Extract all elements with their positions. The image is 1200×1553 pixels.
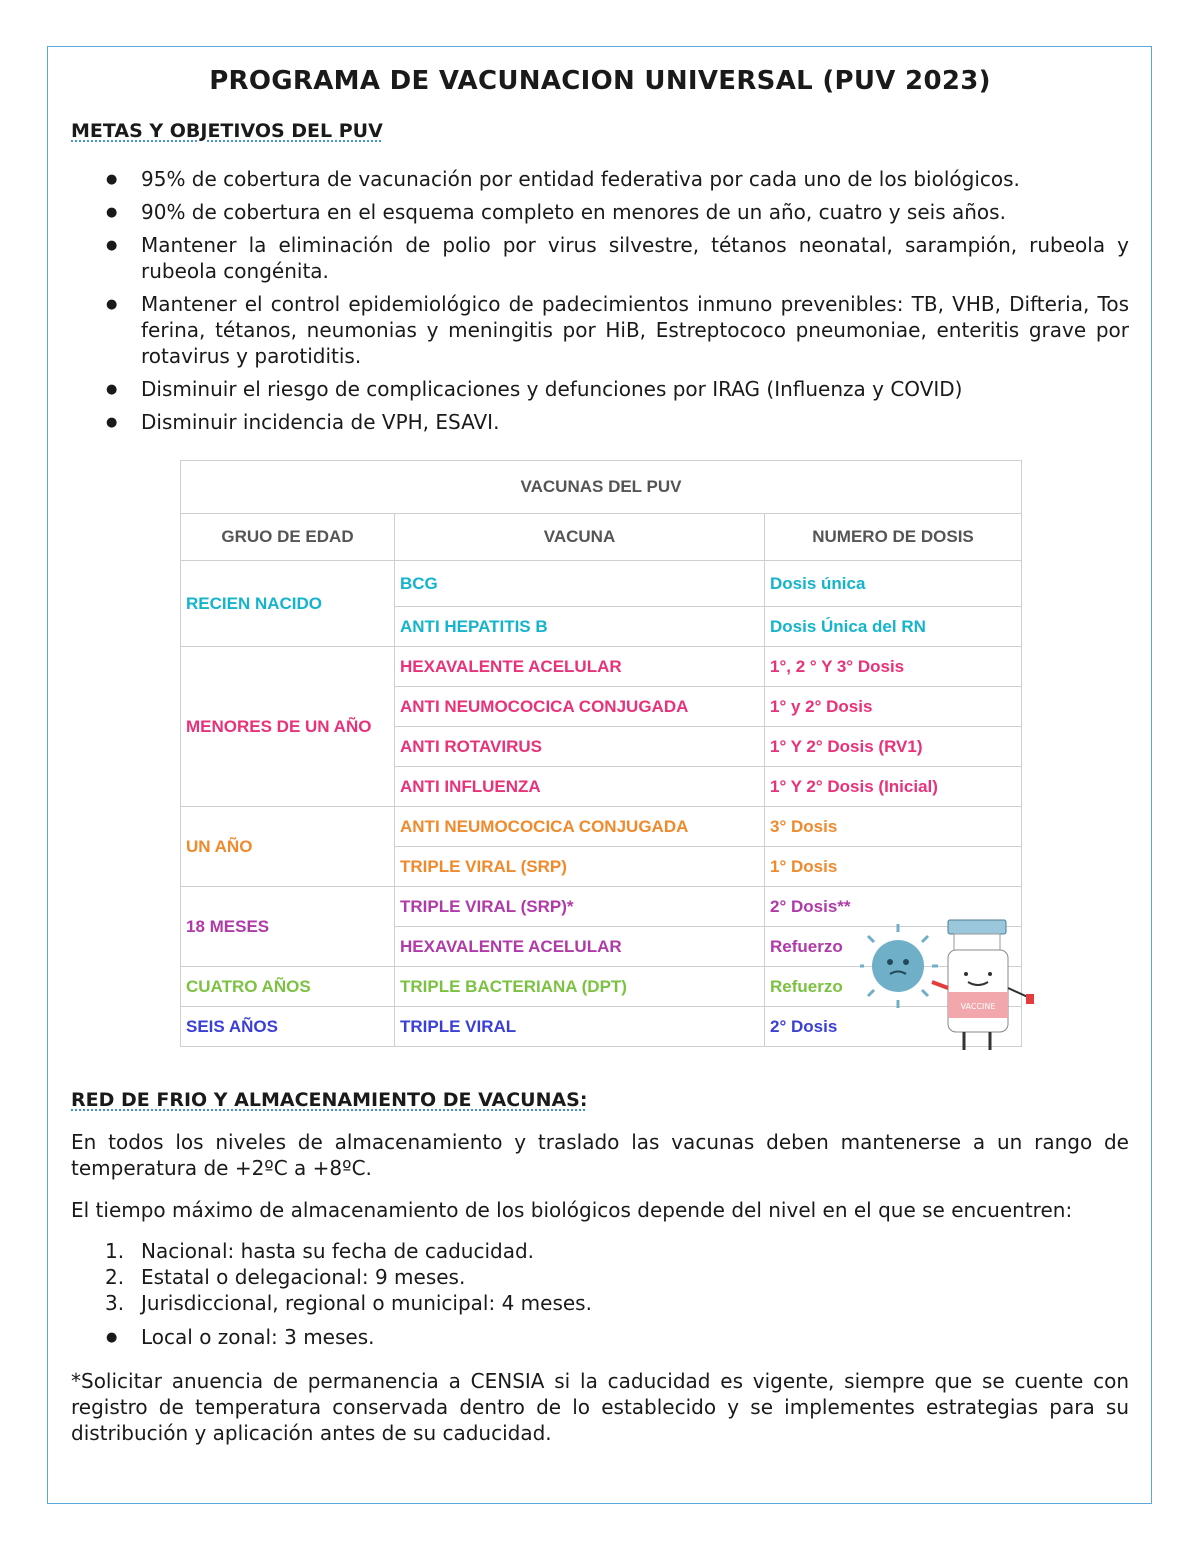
vaccine-cell: BCG (395, 561, 765, 607)
doses-cell: 3° Dosis (765, 807, 1022, 847)
doses-cell: Refuerzo (765, 927, 1022, 967)
doses-cell: 1° Y 2° Dosis (RV1) (765, 727, 1022, 767)
svg-text:VACCINE: VACCINE (960, 1002, 996, 1011)
age-group-cell: CUATRO AÑOS (181, 967, 395, 1007)
goals-list (71, 166, 1129, 442)
goal-item: ● Mantener el control epidemiológico de padecimientos inmuno prevenibles: TB, VHB, Difteria, Tos ferina, tétanos, neumonias y meningitis por HiB, Estreptococo pneumoniae, enteritis grave por rotavirus y parotiditis. (71, 291, 1129, 369)
goal-item: ● Disminuir el riesgo de complicaciones y defunciones por IRAG (Influenza y COVID) (71, 376, 1129, 402)
doses-cell: 2° Dosis (765, 1007, 1022, 1047)
header-doses: NUMERO DE DOSIS (765, 514, 1022, 561)
vaccine-cell: ANTI HEPATITIS B (395, 607, 765, 647)
age-group-cell: SEIS AÑOS (181, 1007, 395, 1047)
storage-level-item: 3. Jurisdiccional, regional o municipal: 4 meses. (105, 1291, 592, 1315)
age-group-cell: MENORES DE UN AÑO (181, 647, 395, 807)
vaccine-cell: HEXAVALENTE ACELULAR (395, 647, 765, 687)
doses-cell: 1° Y 2° Dosis (Inicial) (765, 767, 1022, 807)
vaccine-cell: TRIPLE VIRAL (395, 1007, 765, 1047)
goal-item: ● 95% de cobertura de vacunación por entidad federativa por cada uno de los biológicos. (71, 166, 1129, 192)
doses-cell: Dosis Única del RN (765, 607, 1022, 647)
doses-cell: Dosis única (765, 561, 1022, 607)
age-group-cell: UN AÑO (181, 807, 395, 887)
vaccine-cell: TRIPLE VIRAL (SRP)* (395, 887, 765, 927)
vaccine-cell: TRIPLE VIRAL (SRP) (395, 847, 765, 887)
goal-item: ● Mantener la eliminación de polio por virus silvestre, tétanos neonatal, sarampión, rubeola y rubeola congénita. (71, 232, 1129, 284)
vaccine-cell: TRIPLE BACTERIANA (DPT) (395, 967, 765, 1007)
doses-cell: 1° Dosis (765, 847, 1022, 887)
vaccine-cell: ANTI ROTAVIRUS (395, 727, 765, 767)
goal-item: ● 90% de cobertura en el esquema completo en menores de un año, cuatro y seis años. (71, 199, 1129, 225)
storage-intro-paragraph: El tiempo máximo de almacenamiento de los biológicos depende del nivel en el que se encuentren: (71, 1198, 1073, 1222)
doses-cell: 2° Dosis** (765, 887, 1022, 927)
virus-icon (860, 924, 938, 1008)
virus-vaccine-illustration (860, 918, 1040, 1058)
vaccine-vial-icon (932, 920, 1034, 1050)
header-vaccine: VACUNA (395, 514, 765, 561)
age-group-cell: 18 MESES (181, 887, 395, 967)
doses-cell: Refuerzo (765, 967, 1022, 1007)
storage-level-item: 2. Estatal o delegacional: 9 meses. (105, 1265, 466, 1289)
cold-chain-heading: RED DE FRIO Y ALMACENAMIENTO DE VACUNAS: (71, 1089, 588, 1111)
vaccine-cell: HEXAVALENTE ACELULAR (395, 927, 765, 967)
storage-local-list (71, 1324, 374, 1350)
goals-heading: METAS Y OBJETIVOS DEL PUV (71, 120, 383, 142)
cold-chain-paragraph: En todos los niveles de almacenamiento y traslado las vacunas deben mantenerse a un rango de temperatura de +2ºC a +8ºC. (71, 1130, 1129, 1180)
footnote-paragraph: *Solicitar anuencia de permanencia a CENSIA si la caducidad es vigente, siempre que se cuente con registro de temperatura conservada dentro de lo establecido y se implementes estrategias para su distribución y aplicación antes de su caducidad. (71, 1369, 1129, 1445)
doses-cell: 1° y 2° Dosis (765, 687, 1022, 727)
storage-levels-list (71, 1238, 1129, 1316)
age-group-cell: RECIEN NACIDO (181, 561, 395, 647)
vaccine-cell: ANTI INFLUENZA (395, 767, 765, 807)
header-age-group: GRUO DE EDAD (181, 514, 395, 561)
table-caption: VACUNAS DEL PUV (181, 461, 1022, 514)
goal-item: ● Disminuir incidencia de VPH, ESAVI. (71, 409, 1129, 435)
vaccine-cell: ANTI NEUMOCOCICA CONJUGADA (395, 807, 765, 847)
vaccine-cell: ANTI NEUMOCOCICA CONJUGADA (395, 687, 765, 727)
storage-level-item: 1. Nacional: hasta su fecha de caducidad. (105, 1239, 535, 1263)
doses-cell: 1°, 2 ° Y 3° Dosis (765, 647, 1022, 687)
page-title: PROGRAMA DE VACUNACION UNIVERSAL (PUV 2023) (209, 66, 991, 96)
storage-local-item: ● Local o zonal: 3 meses. (71, 1324, 374, 1350)
